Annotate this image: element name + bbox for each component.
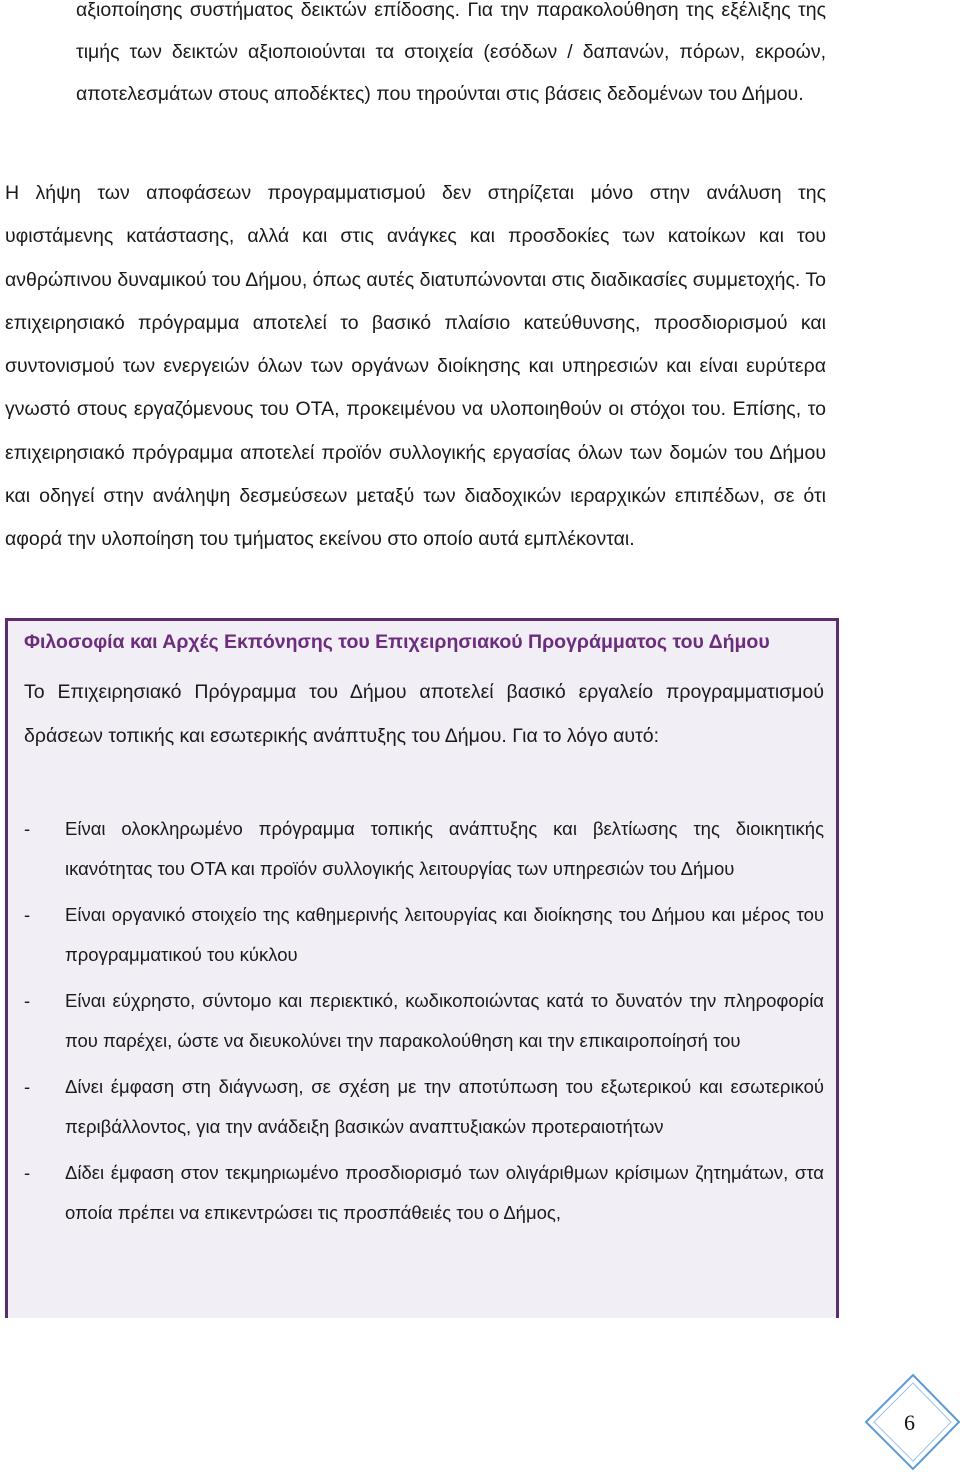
list-item-text: Δίνει έμφαση στη διάγνωση, σε σχέση με την αποτύπωση του εξωτερικού και εσωτερικού περιβάλλοντος, για την ανάδειξη βασικών αναπτυξιακών προτεραιοτήτων — [65, 1076, 824, 1137]
philosophy-box — [5, 618, 839, 1318]
intro-paragraph: αξιοποίησης συστήματος δεικτών επίδοσης. Για την παρακολούθηση της εξέλιξης της τιμής των δεικτών αξιοποιούνται τα στοιχεία (εσόδων / δαπανών, πόρων, εκροών, αποτελεσμάτων στους αποδέκτες) που τηρούνται στις βάσεις δεδομένων του Δήμου. — [76, 0, 826, 105]
list-item — [24, 895, 824, 975]
list-item-text: Είναι εύχρηστο, σύντομο και περιεκτικό, κωδικοποιώντας κατά το δυνατόν την πληροφορία που παρέχει, ώστε να διευκολύνει την παρακολούθηση και την επικαιροποίησή του — [65, 990, 824, 1051]
list-item — [24, 809, 824, 889]
list-item-text: Είναι ολοκληρωμένο πρόγραμμα τοπικής ανάπτυξης και βελτίωσης της διοικητικής ικανότητας του ΟΤΑ και προϊόν συλλογικής λειτουργίας των υπηρεσιών του Δήμου — [65, 818, 824, 879]
bullet-dash: - — [24, 818, 31, 839]
list-item-text: Είναι οργανικό στοιχείο της καθημερινής λειτουργίας και διοίκησης του Δήμου και μέρος του προγραμματικού του κύκλου — [65, 904, 824, 965]
bullet-dash: - — [24, 904, 31, 925]
list-item — [24, 981, 824, 1061]
page-number: 6 — [904, 1410, 915, 1435]
list-item — [24, 1067, 824, 1147]
list-item-text: Δίδει έμφαση στον τεκμηριωμένο προσδιορισμό των ολιγάριθμων κρίσιμων ζητημάτων, στα οποία πρέπει να επικεντρώσει τις προσπάθειές του ο Δήμος, — [65, 1162, 824, 1223]
bullet-dash: - — [24, 1076, 31, 1097]
bullet-dash: - — [24, 990, 31, 1011]
box-intro: Το Επιχειρησιακό Πρόγραμμα του Δήμου αποτελεί βασικό εργαλείο προγραμματισμού δράσεων τοπικής και εσωτερικής ανάπτυξης του Δήμου. Για το λόγο αυτό: — [24, 681, 824, 747]
list-item — [24, 1153, 824, 1233]
bullet-dash: - — [24, 1162, 31, 1183]
principles-list — [24, 809, 824, 1239]
box-title: Φιλοσοφία και Αρχές Εκπόνησης του Επιχειρησιακού Προγράμματος του Δήμου — [24, 631, 770, 653]
body-paragraph: Η λήψη των αποφάσεων προγραμματισμού δεν στηρίζεται μόνο στην ανάλυση της υφιστάμενης κατάστασης, αλλά και στις ανάγκες και προσδοκίες των κατοίκων και του ανθρώπινου δυναμικού του Δήμου, όπως αυτές διατυπώνονται στις διαδικασίες συμμετοχής. Το επιχειρησιακό πρόγραμμα αποτελεί το βασικό πλαίσιο κατεύθυνσης, προσδιορισμού και συντονισμού των ενεργειών όλων των οργάνων διοίκησης και υπηρεσιών και είναι ευρύτερα γνωστό στους εργαζόμενους του ΟΤΑ, προκειμένου να υλοποιηθούν οι στόχοι του. Επίσης, το επιχειρησιακό πρόγραμμα αποτελεί προϊόν συλλογικής εργασίας όλων των δομών του Δήμου και οδηγεί στην ανάληψη δεσμεύσεων μεταξύ των διαδοχικών ιεραρχικών επιπέδων, σε ότι αφορά την υλοποίηση του τμήματος εκείνου στο οποίο αυτά εμπλέκονται. — [5, 182, 826, 551]
